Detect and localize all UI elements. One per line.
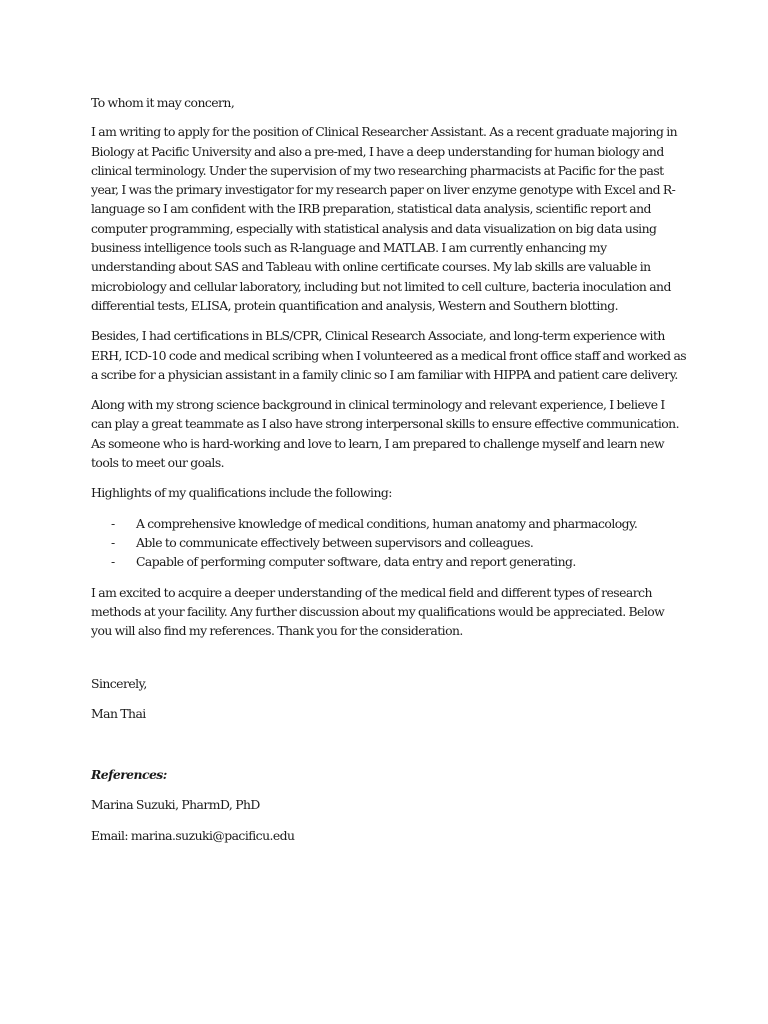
paragraph-closing: I am excited to acquire a deeper understanding of the medical field and different types of research methods at your facility. Any further discussion about my qualifications would be appreciated. Below you will also find my references. Thank you for the consideration.: [91, 584, 665, 639]
paragraph-intro: I am writing to apply for the position of Clinical Researcher Assistant. As a recent graduate majoring in Biology at Pacific University and also a pre-med, I have a deep understanding for human biology and clinical terminology. Under the supervision of my two researching pharmacists at Pacific for the past year, I was the primary investigator for my research paper on liver enzyme genotype with Excel and R-language so I am confident with the IRB preparation, statistical data analysis, scientific report and computer programming, especially with statistical analysis and data visualization on big data using business intelligence tools such as R-language and MATLAB. I am currently enhancing my understanding about SAS and Tableau with online certificate courses. My lab skills are valuable in microbiology and cellular laboratory, including but not limited to cell culture, bacteria inoculation and differential tests, ELISA, protein quantification and analysis, Western and Southern blotting.: [91, 124, 678, 313]
references-heading: References:: [91, 767, 167, 783]
paragraph-teamwork: Along with my strong science background in clinical terminology and relevant experience, I believe I can play a great teammate as I also have strong interpersonal skills to ensure effective communication. As someone who is hard-working and love to learn, I am prepared to challenge myself and learn new tools to meet our goals.: [91, 397, 679, 471]
highlights-intro: Highlights of my qualifications include the following:: [91, 485, 392, 501]
highlight-text: Capable of performing computer software, data entry and report generating.: [136, 554, 576, 570]
list-item: [91, 514, 687, 533]
valediction: Sincerely,: [91, 676, 147, 692]
list-item: [91, 533, 687, 552]
bullet-dash: -: [111, 534, 115, 550]
paragraph-certifications: Besides, I had certifications in BLS/CPR, Clinical Research Associate, and long-term experience with ERH, ICD-10 code and medical scribing when I volunteered as a medical front office staff and worked as a scribe for a physician assistant in a family clinic so I am familiar with HIPPA and patient care delivery.: [91, 328, 687, 382]
list-item: [91, 552, 687, 571]
highlights-list: [91, 514, 687, 572]
bullet-dash: -: [111, 515, 115, 531]
highlight-text: A comprehensive knowledge of medical conditions, human anatomy and pharmacology.: [136, 515, 638, 531]
signature-name: Man Thai: [91, 705, 146, 721]
reference-name: Marina Suzuki, PharmD, PhD: [91, 797, 260, 813]
salutation: To whom it may concern,: [91, 95, 235, 110]
bullet-dash: -: [111, 554, 115, 570]
highlight-text: Able to communicate effectively between supervisors and colleagues.: [136, 534, 534, 550]
reference-email: Email: marina.suzuki@pacificu.edu: [91, 827, 295, 843]
letter-body: [91, 93, 687, 845]
